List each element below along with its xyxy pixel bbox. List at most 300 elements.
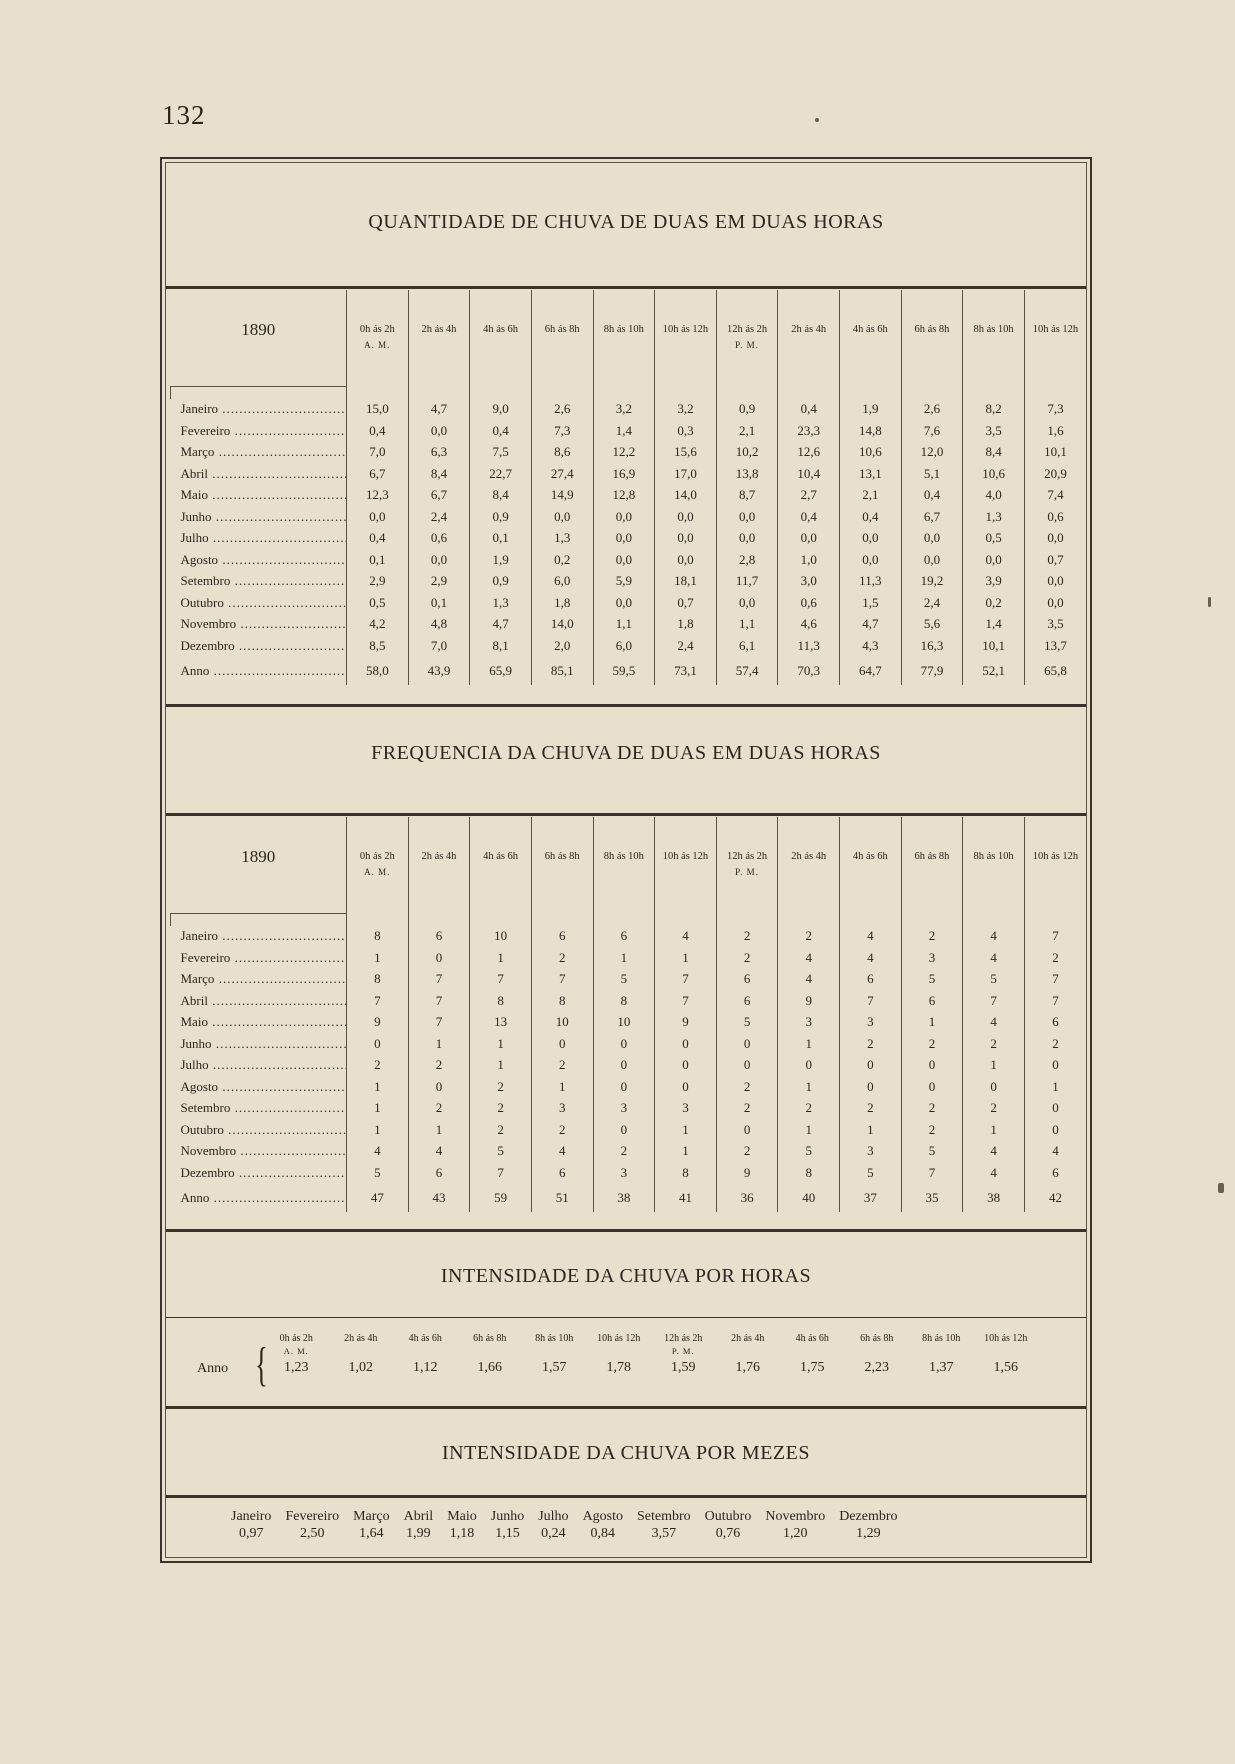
value-cell: 2 <box>408 1098 470 1120</box>
hour-sub <box>909 1346 974 1358</box>
value-cell: 0,0 <box>901 549 963 571</box>
value-cell: 0 <box>347 1033 409 1055</box>
hour-label: 2h ás 4h <box>421 851 457 862</box>
spacer-cell <box>1024 386 1086 399</box>
value-cell: 4 <box>531 1141 593 1163</box>
value-cell: 9,0 <box>470 399 532 421</box>
hour-label: 4h ás 6h <box>408 1333 442 1344</box>
value-cell: 1 <box>347 1098 409 1120</box>
spacer-cell <box>655 386 717 399</box>
value-cell: 8,4 <box>963 442 1025 464</box>
value-cell: 8 <box>593 990 655 1012</box>
frequency-table <box>170 817 1086 1212</box>
intensity-hour-cell <box>522 1333 587 1376</box>
intensity-hour-cell <box>587 1333 652 1376</box>
month-cell: Agosto ..... <box>171 1076 347 1098</box>
spacer-cell <box>593 386 655 399</box>
hour-label: 8h ás 10h <box>603 324 644 335</box>
value-cell: 22,7 <box>470 463 532 485</box>
month-cell: Outubro ..... <box>171 592 347 614</box>
value-cell: 11,3 <box>840 571 902 593</box>
spacer-cell <box>1024 913 1086 926</box>
value-cell: 6,7 <box>901 506 963 528</box>
value-cell: 0 <box>1024 1055 1086 1077</box>
value-cell: 11,3 <box>778 635 840 657</box>
month-cell: Abril ..... <box>171 463 347 485</box>
value-cell: 2 <box>901 1033 963 1055</box>
table-row <box>171 528 1087 550</box>
total-value-cell: 73,1 <box>655 657 717 685</box>
value-cell: 4,7 <box>470 614 532 636</box>
intensity-value: 1,59 <box>671 1360 696 1375</box>
value-cell: 0,9 <box>470 571 532 593</box>
total-value-cell: 37 <box>840 1184 902 1212</box>
value-cell: 7 <box>901 1162 963 1184</box>
spacer-cell <box>901 913 963 926</box>
value-cell: 0,0 <box>655 506 717 528</box>
value-cell: 0,0 <box>901 528 963 550</box>
table-row <box>171 549 1087 571</box>
value-cell: 10,4 <box>778 463 840 485</box>
month-cell: Setembro ..... <box>171 1098 347 1120</box>
total-value-cell: 65,9 <box>470 657 532 685</box>
intensity-hour-cell <box>264 1333 329 1376</box>
spacer-cell <box>470 386 532 399</box>
value-cell: 10,6 <box>840 442 902 464</box>
spacer-cell <box>408 386 470 399</box>
value-cell: 0,0 <box>1024 592 1086 614</box>
value-cell: 8,4 <box>408 463 470 485</box>
month-value: 0,97 <box>238 1526 264 1541</box>
table-row <box>171 1119 1087 1141</box>
total-value-cell: 59,5 <box>593 657 655 685</box>
hour-label: 2h ás 4h <box>791 324 827 335</box>
value-cell: 6,7 <box>347 463 409 485</box>
value-cell: 8,7 <box>716 485 778 507</box>
value-cell: 0,5 <box>963 528 1025 550</box>
intensity-month-item <box>531 1509 575 1542</box>
value-cell: 1 <box>531 1076 593 1098</box>
value-cell: 6 <box>901 990 963 1012</box>
paper-speck <box>1208 597 1211 607</box>
value-cell: 1,1 <box>593 614 655 636</box>
value-cell: 13 <box>470 1012 532 1034</box>
value-cell: 12,3 <box>347 485 409 507</box>
hour-label: 8h ás 10h <box>973 851 1014 862</box>
page-number: 132 <box>162 100 206 130</box>
value-cell: 7 <box>840 990 902 1012</box>
value-cell: 2 <box>963 1098 1025 1120</box>
hour-header <box>593 290 655 386</box>
hour-label: 12h ás 2h <box>664 1333 703 1344</box>
hour-label: 4h ás 6h <box>852 851 888 862</box>
value-cell: 0,3 <box>655 420 717 442</box>
intensity-hour-cell <box>329 1333 394 1376</box>
spacer-cell <box>963 913 1025 926</box>
value-cell: 2,4 <box>408 506 470 528</box>
hour-label: 2h ás 4h <box>791 851 827 862</box>
table-row <box>171 614 1087 636</box>
month-cell: Março ..... <box>171 442 347 464</box>
value-cell: 5 <box>716 1012 778 1034</box>
value-cell: 1 <box>408 1119 470 1141</box>
hour-header <box>901 290 963 386</box>
total-value-cell: 58,0 <box>347 657 409 685</box>
value-cell: 4 <box>778 969 840 991</box>
intensity-hour-cell <box>780 1333 845 1376</box>
hour-label: 6h ás 8h <box>914 324 950 335</box>
table-row <box>171 1012 1087 1034</box>
value-cell: 0,6 <box>1024 506 1086 528</box>
value-cell: 8,5 <box>347 635 409 657</box>
value-cell: 15,0 <box>347 399 409 421</box>
value-cell: 6,0 <box>593 635 655 657</box>
hour-header <box>963 290 1025 386</box>
value-cell: 2,1 <box>840 485 902 507</box>
total-label-cell: Anno ..... <box>171 1184 347 1212</box>
value-cell: 7 <box>1024 990 1086 1012</box>
value-cell: 2,0 <box>531 635 593 657</box>
hour-label: 2h ás 4h <box>421 324 457 335</box>
value-cell: 6,0 <box>531 571 593 593</box>
hour-sub: A. M. <box>283 1346 309 1356</box>
value-cell: 4,6 <box>778 614 840 636</box>
value-cell: 5 <box>963 969 1025 991</box>
value-cell: 2 <box>716 1098 778 1120</box>
value-cell: 7 <box>408 990 470 1012</box>
value-cell: 1 <box>347 947 409 969</box>
total-value-cell: 85,1 <box>531 657 593 685</box>
month-name: Fevereiro <box>285 1509 340 1524</box>
value-cell: 0,2 <box>531 549 593 571</box>
value-cell: 7 <box>408 1012 470 1034</box>
value-cell: 7 <box>531 969 593 991</box>
value-cell: 3 <box>840 1012 902 1034</box>
total-value-cell: 64,7 <box>840 657 902 685</box>
value-cell: 0,1 <box>470 528 532 550</box>
value-cell: 7,3 <box>531 420 593 442</box>
hour-label: 6h ás 8h <box>914 851 950 862</box>
value-cell: 2,1 <box>716 420 778 442</box>
hour-header <box>716 817 778 913</box>
value-cell: 2 <box>716 947 778 969</box>
value-cell: 4 <box>840 926 902 948</box>
value-cell: 14,9 <box>531 485 593 507</box>
value-cell: 1 <box>778 1076 840 1098</box>
month-cell: Setembro ..... <box>171 571 347 593</box>
value-cell: 14,8 <box>840 420 902 442</box>
value-cell: 10,1 <box>963 635 1025 657</box>
value-cell: 2 <box>716 1076 778 1098</box>
quantity-title: QUANTIDADE DE CHUVA DE DUAS EM DUAS HORAS <box>368 211 884 233</box>
value-cell: 2,4 <box>655 635 717 657</box>
hour-header <box>716 290 778 386</box>
hour-header <box>778 290 840 386</box>
month-name: Novembro <box>765 1509 826 1524</box>
value-cell: 0 <box>531 1033 593 1055</box>
value-cell: 4 <box>963 947 1025 969</box>
value-cell: 2 <box>901 1119 963 1141</box>
frequency-bottom-rule <box>166 1229 1086 1232</box>
value-cell: 9 <box>347 1012 409 1034</box>
value-cell: 0 <box>655 1033 717 1055</box>
intensity-month-item <box>440 1509 484 1542</box>
hour-label: 10h ás 12h <box>1032 851 1079 862</box>
value-cell: 2 <box>840 1033 902 1055</box>
value-cell: 8,1 <box>470 635 532 657</box>
value-cell: 7 <box>470 969 532 991</box>
intensity-month-item <box>397 1509 441 1542</box>
month-name: Julho <box>538 1509 569 1524</box>
hour-header <box>655 817 717 913</box>
hour-label: 4h ás 6h <box>483 851 519 862</box>
value-cell: 0 <box>1024 1098 1086 1120</box>
value-cell: 0,6 <box>778 592 840 614</box>
spacer-cell <box>470 913 532 926</box>
spacer-cell <box>716 913 778 926</box>
value-cell: 4 <box>963 1141 1025 1163</box>
value-cell: 1 <box>470 947 532 969</box>
value-cell: 2 <box>593 1141 655 1163</box>
total-value-cell: 38 <box>593 1184 655 1212</box>
value-cell: 7 <box>408 969 470 991</box>
intensity-hour-cell <box>845 1333 910 1376</box>
paper-speck <box>815 118 819 122</box>
intensity-hours-title: INTENSIDADE DA CHUVA POR HORAS <box>440 1265 812 1287</box>
hour-header <box>470 290 532 386</box>
quantity-top-rule <box>166 286 1086 289</box>
value-cell: 13,8 <box>716 463 778 485</box>
value-cell: 7 <box>470 1162 532 1184</box>
value-cell: 12,2 <box>593 442 655 464</box>
intensity-hour-cell <box>974 1333 1039 1376</box>
intensity-month-item <box>346 1509 397 1542</box>
value-cell: 1,8 <box>531 592 593 614</box>
value-cell: 5 <box>470 1141 532 1163</box>
value-cell: 7 <box>347 990 409 1012</box>
value-cell: 9 <box>716 1162 778 1184</box>
value-cell: 4 <box>1024 1141 1086 1163</box>
value-cell: 1,9 <box>840 399 902 421</box>
month-cell: Abril ..... <box>171 990 347 1012</box>
table-row <box>171 990 1087 1012</box>
value-cell: 1 <box>901 1012 963 1034</box>
hour-sub: P. M. <box>671 1346 695 1356</box>
total-row <box>171 657 1087 685</box>
value-cell: 4 <box>963 1012 1025 1034</box>
hour-label: 8h ás 10h <box>922 1333 961 1344</box>
total-value-cell: 38 <box>963 1184 1025 1212</box>
value-cell: 10,2 <box>716 442 778 464</box>
value-cell: 8,4 <box>470 485 532 507</box>
value-cell: 2 <box>408 1055 470 1077</box>
value-cell: 8 <box>347 969 409 991</box>
value-cell: 7,0 <box>347 442 409 464</box>
total-value-cell: 70,3 <box>778 657 840 685</box>
month-value: 2,50 <box>300 1526 325 1541</box>
value-cell: 0,4 <box>901 485 963 507</box>
total-value-cell: 52,1 <box>963 657 1025 685</box>
spacer-cell <box>840 386 902 399</box>
value-cell: 0,0 <box>347 506 409 528</box>
hour-header <box>408 817 470 913</box>
value-cell: 0 <box>655 1055 717 1077</box>
intensity-value: 1,57 <box>542 1360 567 1375</box>
month-cell: Junho ..... <box>171 1033 347 1055</box>
month-name: Abril <box>403 1509 434 1524</box>
value-cell: 2 <box>778 926 840 948</box>
value-cell: 7 <box>963 990 1025 1012</box>
value-cell: 0 <box>840 1055 902 1077</box>
value-cell: 1 <box>655 947 717 969</box>
hour-header <box>408 290 470 386</box>
spacer-cell <box>531 913 593 926</box>
value-cell: 7 <box>1024 926 1086 948</box>
frequency-title: FREQUENCIA DA CHUVA DE DUAS EM DUAS HORAS <box>371 742 881 764</box>
value-cell: 1 <box>963 1119 1025 1141</box>
value-cell: 8,6 <box>531 442 593 464</box>
intensity-value: 2,23 <box>864 1360 889 1375</box>
value-cell: 5 <box>778 1141 840 1163</box>
paper-speck <box>1218 1183 1224 1193</box>
spacer-cell <box>778 913 840 926</box>
value-cell: 0,0 <box>1024 528 1086 550</box>
value-cell: 0 <box>901 1076 963 1098</box>
year-header: 1890 <box>171 290 347 386</box>
intensity-months-title: INTENSIDADE DA CHUVA POR MEZES <box>442 1442 810 1464</box>
value-cell: 2 <box>716 926 778 948</box>
value-cell: 12,8 <box>593 485 655 507</box>
month-cell: Maio ..... <box>171 1012 347 1034</box>
month-name: Janeiro <box>231 1509 272 1524</box>
value-cell: 6 <box>593 926 655 948</box>
value-cell: 0 <box>778 1055 840 1077</box>
value-cell: 0,1 <box>347 549 409 571</box>
value-cell: 10 <box>593 1012 655 1034</box>
intensity-month-item <box>224 1509 278 1542</box>
hour-label: 0h ás 2h <box>359 851 395 862</box>
table-row <box>171 485 1087 507</box>
year-header: 1890 <box>171 817 347 913</box>
table-row <box>171 592 1087 614</box>
intensity-value: 1,78 <box>606 1360 631 1375</box>
hour-sub: P. M. <box>735 867 759 877</box>
value-cell: 2 <box>716 1141 778 1163</box>
hour-sub <box>458 1346 523 1358</box>
value-cell: 0,0 <box>963 549 1025 571</box>
hour-sub <box>974 1346 1039 1358</box>
intensity-hour-cell <box>393 1333 458 1376</box>
table-row <box>171 571 1087 593</box>
value-cell: 7 <box>655 969 717 991</box>
intensity-month-item <box>630 1509 698 1542</box>
spacer-cell <box>593 913 655 926</box>
value-cell: 3,5 <box>963 420 1025 442</box>
month-cell: Fevereiro ..... <box>171 420 347 442</box>
hour-header <box>1024 817 1086 913</box>
hour-header <box>531 290 593 386</box>
value-cell: 7,0 <box>408 635 470 657</box>
value-cell: 23,3 <box>778 420 840 442</box>
value-cell: 0,0 <box>716 592 778 614</box>
hour-label: 8h ás 10h <box>535 1333 574 1344</box>
value-cell: 6 <box>1024 1162 1086 1184</box>
value-cell: 1 <box>1024 1076 1086 1098</box>
hour-header <box>963 817 1025 913</box>
intensity-hour-cell <box>458 1333 523 1376</box>
value-cell: 6,3 <box>408 442 470 464</box>
intensity-month-item <box>758 1509 832 1542</box>
value-cell: 0,4 <box>840 506 902 528</box>
table-row <box>171 635 1087 657</box>
value-cell: 0,7 <box>1024 549 1086 571</box>
month-value: 0,76 <box>715 1526 741 1541</box>
value-cell: 1 <box>470 1033 532 1055</box>
value-cell: 3 <box>593 1162 655 1184</box>
value-cell: 0,0 <box>593 592 655 614</box>
intensity-hours-top-rule <box>166 1317 1086 1318</box>
table-row <box>171 1098 1087 1120</box>
value-cell: 6 <box>716 969 778 991</box>
intensity-value: 1,75 <box>800 1360 825 1375</box>
value-cell: 0 <box>901 1055 963 1077</box>
spacer-cell <box>171 913 347 926</box>
value-cell: 2,7 <box>778 485 840 507</box>
value-cell: 1 <box>963 1055 1025 1077</box>
value-cell: 1,4 <box>593 420 655 442</box>
value-cell: 2,9 <box>408 571 470 593</box>
value-cell: 3,2 <box>655 399 717 421</box>
value-cell: 6 <box>408 1162 470 1184</box>
value-cell: 1,1 <box>716 614 778 636</box>
value-cell: 3 <box>840 1141 902 1163</box>
value-cell: 7 <box>655 990 717 1012</box>
frequency-body <box>171 913 1087 1212</box>
hour-sub <box>780 1346 845 1358</box>
hour-label: 8h ás 10h <box>973 324 1014 335</box>
value-cell: 4 <box>778 947 840 969</box>
spacer-cell <box>171 386 347 399</box>
hour-label: 12h ás 2h <box>726 851 768 862</box>
value-cell: 14,0 <box>655 485 717 507</box>
value-cell: 1 <box>655 1141 717 1163</box>
hour-header <box>901 817 963 913</box>
value-cell: 4 <box>408 1141 470 1163</box>
value-cell: 2 <box>470 1098 532 1120</box>
value-cell: 4,8 <box>408 614 470 636</box>
value-cell: 6 <box>840 969 902 991</box>
value-cell: 3,5 <box>1024 614 1086 636</box>
value-cell: 0,5 <box>347 592 409 614</box>
value-cell: 4,2 <box>347 614 409 636</box>
value-cell: 10,6 <box>963 463 1025 485</box>
value-cell: 3 <box>531 1098 593 1120</box>
hour-sub <box>587 1346 652 1358</box>
total-value-cell: 59 <box>470 1184 532 1212</box>
month-value: 1,99 <box>406 1526 431 1541</box>
value-cell: 0,0 <box>408 420 470 442</box>
intensity-months-row <box>224 1509 905 1542</box>
hour-label: 4h ás 6h <box>852 324 888 335</box>
value-cell: 2,9 <box>347 571 409 593</box>
value-cell: 7,4 <box>1024 485 1086 507</box>
value-cell: 1,3 <box>470 592 532 614</box>
value-cell: 1,3 <box>963 506 1025 528</box>
intensity-hour-cell <box>716 1333 781 1376</box>
month-cell: Novembro ..... <box>171 614 347 636</box>
value-cell: 5,6 <box>901 614 963 636</box>
value-cell: 2 <box>1024 1033 1086 1055</box>
